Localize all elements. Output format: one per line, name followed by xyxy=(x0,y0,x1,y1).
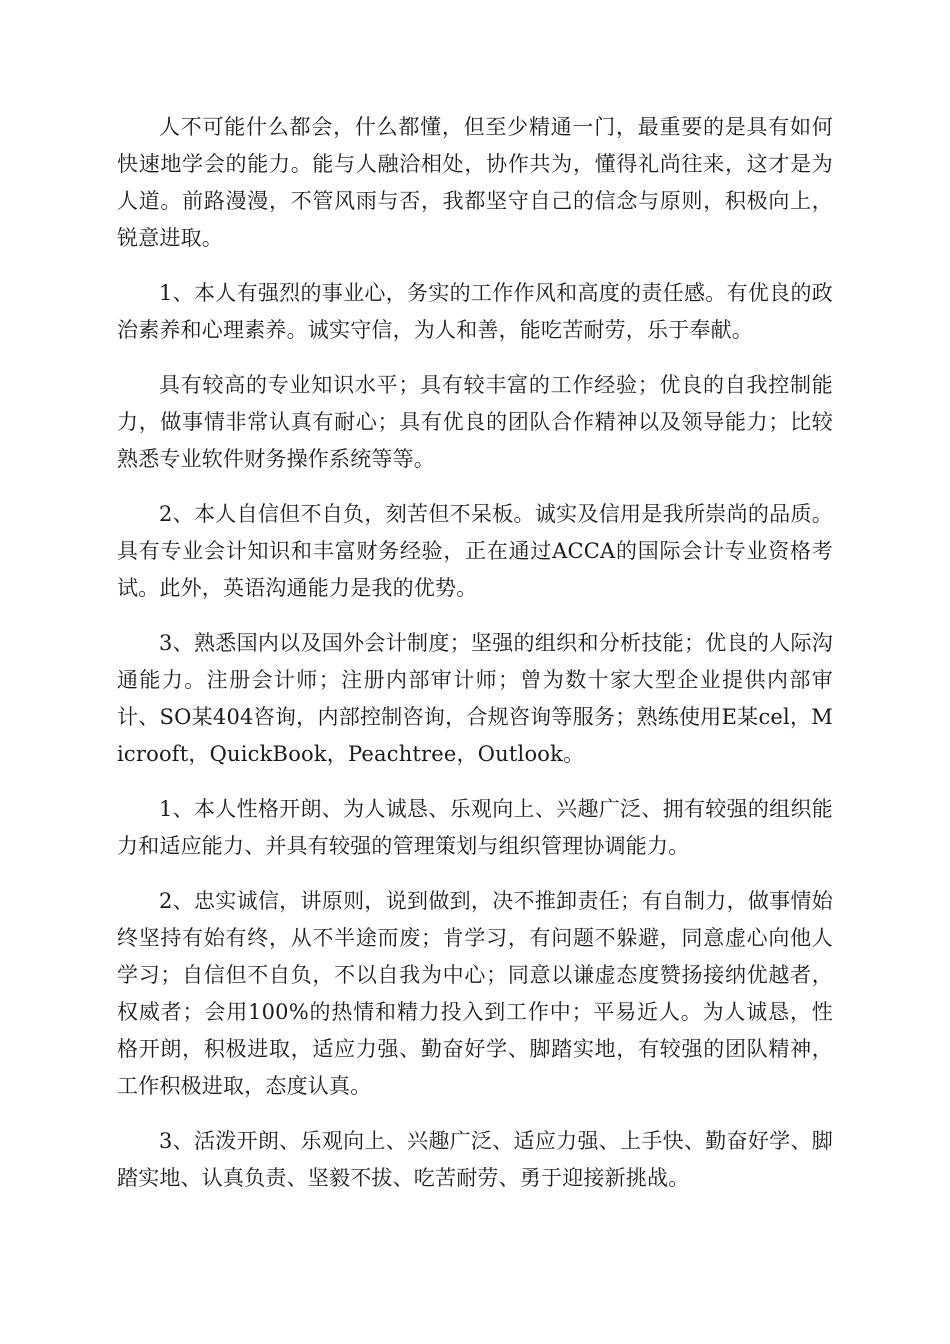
paragraph-point-1-personality: 1、本人性格开朗、为人诚恳、乐观向上、兴趣广泛、拥有较强的组织能力和适应能力、并具有较强的管理策划与组织管理协调能力。 xyxy=(117,797,833,858)
paragraph-intro: 人不可能什么都会，什么都懂，但至少精通一门，最重要的是具有如何快速地学会的能力。能与人融洽相处，协作共为，懂得礼尚往来，这才是为人道。前路漫漫，不管风雨与否，我都坚守自己的信念与原则，积极向上，锐意进取。 xyxy=(117,115,833,250)
paragraph-point-3-accounting: 3、熟悉国内以及国外会计制度；坚强的组织和分析技能；优良的人际沟通能力。注册会计师；注册内部审计师；曾为数十家大型企业提供内部审计、SO某404咨询，内部控制咨询，合规咨询等服务；熟练使用E某cel，Microoft，QuickBook，Peachtree，Outlook。 xyxy=(117,631,833,766)
paragraph-point-2-integrity: 2、本人自信但不自负，刻苦但不呆板。诚实及信用是我所崇尚的品质。具有专业会计知识和丰富财务经验，正在通过ACCA的国际会计专业资格考试。此外，英语沟通能力是我的优势。 xyxy=(117,502,833,600)
paragraph-point-1-career: 1、本人有强烈的事业心，务实的工作作风和高度的责任感。有优良的政治素养和心理素养。诚实守信，为人和善，能吃苦耐劳，乐于奉献。 xyxy=(117,281,833,342)
document-body xyxy=(117,109,833,1215)
paragraph-professional-skills: 具有较高的专业知识水平；具有较丰富的工作经验；优良的自我控制能力，做事情非常认真有耐心；具有优良的团队合作精神以及领导能力；比较熟悉专业软件财务操作系统等等。 xyxy=(117,373,833,471)
paragraph-point-2-honesty: 2、忠实诚信，讲原则，说到做到，决不推卸责任；有自制力，做事情始终坚持有始有终，从不半途而废；肯学习，有问题不躲避，同意虚心向他人学习；自信但不自负，不以自我为中心；同意以谦虚态度赞扬接纳优越者，权威者；会用100%的热情和精力投入到工作中；平易近人。为人诚恳，性格开朗，积极进取，适应力强、勤奋好学、脚踏实地，有较强的团队精神，工作积极进取，态度认真。 xyxy=(117,889,833,1098)
paragraph-point-3-lively: 3、活泼开朗、乐观向上、兴趣广泛、适应力强、上手快、勤奋好学、脚踏实地、认真负责、坚毅不拔、吃苦耐劳、勇于迎接新挑战。 xyxy=(117,1129,833,1190)
